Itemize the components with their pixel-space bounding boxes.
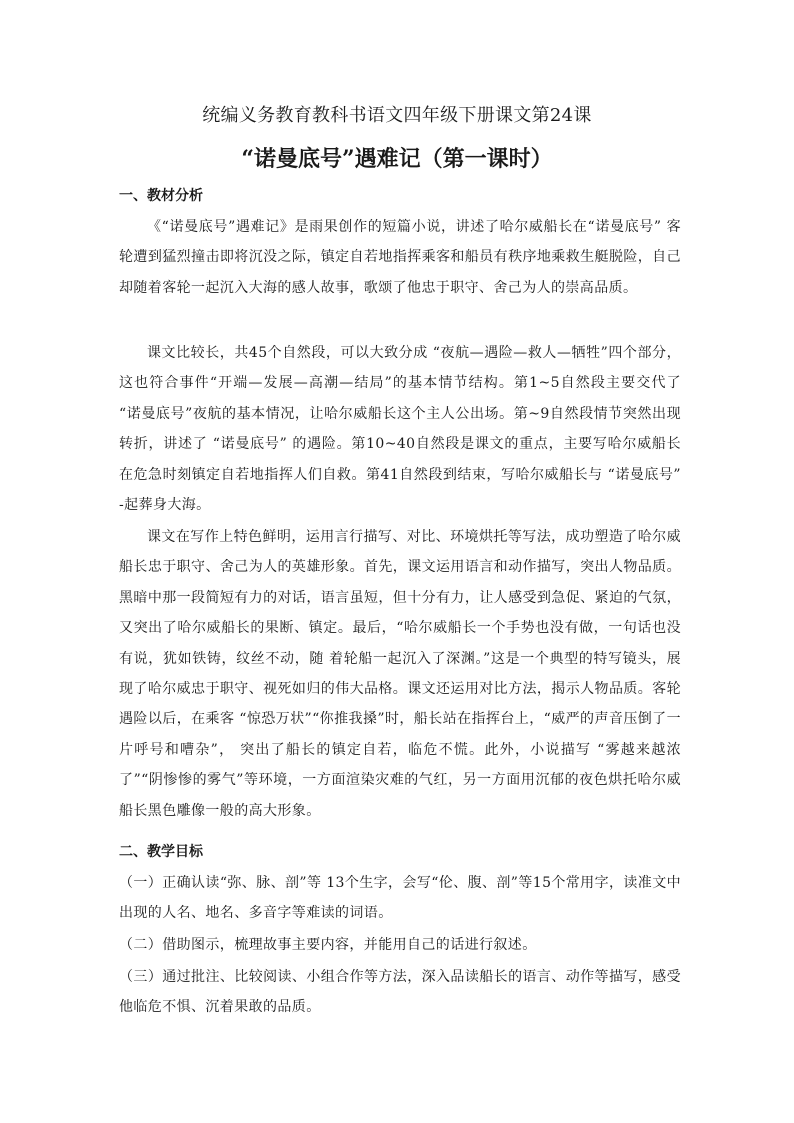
analysis-paragraph-1: 《“诺曼底号”遇难记》是雨果创作的短篇小说，讲述了哈尔威船长在“诺曼底号” 客 轮遭到猛烈撞击即将沉没之际，镇定自若地指挥乘客和船员有秩序地乘救生艇脱险，自己却随着客轮一起沉入大海的感人故事，歌颂了他忠于职守、舍己为人的崇高品质。	[119, 219, 681, 296]
objective-item-2: （二）借助图示，梳理故事主要内容，并能用自己的话进行叙述。	[119, 937, 537, 953]
analysis-paragraph-3: 课文在写作上特色鲜明，运用言行描写、对比、环境烘托等写法，成功塑造了哈尔威船长忠于职守、舍己为人的英雄形象。首先，课文运用语言和动作描写，突出人物品质。黑暗中那一段简短有力的对话，语言虽短，但十分有力，让人感受到急促、紧迫的气氛，又突出了哈尔威船长的果断、镇定。最后，“哈尔威船长一个手势也没有做，一句话也没有说，犹如铁铸，纹丝不动，随 着轮船一起沉入了深渊。”这是一个典型的特写镜头，展现了哈尔威忠于职守、视死如归的伟大品格。课文还运用对比方法，揭示人物品质。客轮遇险以后，在乘客 “惊恐万状”“你推我搡”时，船长站在指挥台上，“威严的声音压倒了一片呼号和嘈杂”， 突出了船长的镇定自若，临危不慌。此外，小说描写 “雾越来越浓了”“阴惨惨的雾气”等环境，一方面渲染灾难的气红，另一方面用沉郁的夜色烘托哈尔威船长黑色雕像一般的高大形象。	[119, 529, 681, 819]
analysis-paragraph-2: 课文比较长，共45个自然段，可以大致分成 “夜航—遇险—救人—牺牲”四个部分， 这也符合事件“开端—发展—高潮—结局”的基本情节结构。第1~5自然段主要交代了 “诺曼底号”夜航的基本情况，让哈尔威船长这个主人公出场。第~9自然段情节突然出现转折，讲述了 “诺曼底号” 的遇险。第10~40自然段是课文的重点，主要写哈尔威船长 在危急时刻镇定自若地指挥人们自救。第41自然段到结束，写哈尔威船长与 “诺曼底号” -起葬身大海。	[119, 345, 681, 514]
section-heading-objectives: 二、教学目标	[119, 844, 203, 860]
objective-item-3: （三）通过批注、比较阅读、小组合作等方法，深入品读船长的语言、动作等描写，感受他临危不惧、沉着果敢的品质。	[119, 969, 681, 1016]
lesson-subtitle: 统编义务教育教科书语文四年级下册课文第24课	[202, 105, 592, 126]
section-heading-analysis: 一、教材分析	[119, 188, 203, 204]
page-title: “诺曼底号”遇难记（第一课时）	[241, 146, 553, 172]
objective-item-1: （一）正确认读“弥、脉、剖”等 13个生字，会写“伦、腹、剖”等15个常用字，读准文中出现的人名、地名、多音字等难读的词语。	[119, 875, 681, 922]
